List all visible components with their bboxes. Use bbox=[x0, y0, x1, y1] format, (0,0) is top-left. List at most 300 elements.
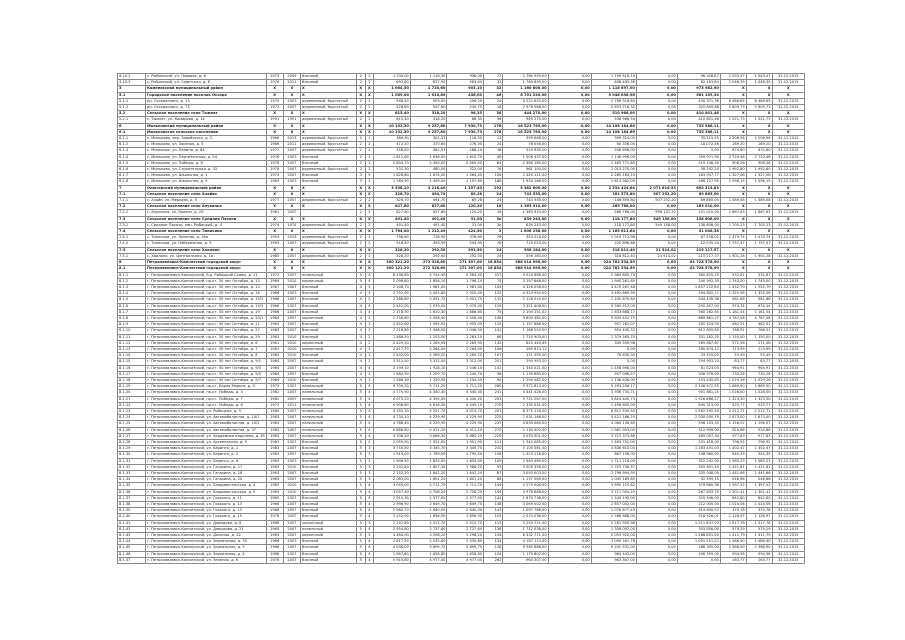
table-cell: 31.12.2015 bbox=[772, 284, 804, 290]
table-cell: 4 036,00 bbox=[374, 545, 411, 551]
table-cell: 358,50 bbox=[374, 148, 411, 154]
table-cell: 101 010,00 bbox=[677, 210, 720, 216]
table-cell: 257 bbox=[484, 272, 503, 278]
table-cell: 144 bbox=[484, 489, 503, 495]
table-cell: 2007 bbox=[283, 390, 300, 396]
table-cell: 328,20 bbox=[374, 253, 411, 259]
table-cell: 1 085,23 bbox=[720, 458, 746, 464]
table-cell: панельный bbox=[301, 408, 357, 414]
table-cell: 0,00 bbox=[636, 365, 677, 371]
table-cell: 0,00 bbox=[548, 328, 591, 334]
table-cell: 5 744,90 bbox=[410, 272, 447, 278]
table-cell: 0,00 bbox=[636, 421, 677, 427]
table-cell: г. Петропавловск-Камчатский, ул. Дальняя, д. 22 bbox=[145, 533, 266, 539]
table-cell: 8.1 bbox=[118, 266, 146, 272]
table-cell: 743 535,00 bbox=[503, 191, 548, 197]
table-cell: X bbox=[365, 216, 374, 222]
table-cell: 906,26 bbox=[746, 160, 772, 166]
table-cell: 0,00 bbox=[548, 452, 591, 458]
table-cell: 1965 bbox=[266, 495, 283, 501]
table-cell: 0,00 bbox=[636, 303, 677, 309]
table-cell: 1 126,97 bbox=[746, 514, 772, 520]
table-cell: 0,00 bbox=[636, 111, 677, 117]
table-cell: 86,35 bbox=[447, 117, 484, 123]
table-cell: 7.2.1 bbox=[118, 210, 146, 216]
table-cell: 192 bbox=[484, 185, 503, 191]
table-cell: 0,00 bbox=[636, 551, 677, 557]
table-cell: 2 071 616,53 bbox=[636, 185, 677, 191]
table-cell: 2011 bbox=[283, 80, 300, 86]
table-cell: 1 658,80 bbox=[410, 551, 447, 557]
table-cell: 2 bbox=[357, 148, 366, 154]
table-cell: г. Петропавловск-Камчатский, пр-кт. Карла Маркса, д. 9 bbox=[145, 384, 266, 390]
table-cell: 215 217,57 bbox=[677, 247, 720, 253]
table-cell: 1991 bbox=[283, 117, 300, 123]
table-cell: 2 bbox=[365, 346, 374, 352]
table-cell: г. Петропавловск-Камчатский, ул. Автомобилистов, д. 37 bbox=[145, 427, 266, 433]
table-cell: X bbox=[357, 266, 366, 272]
table-cell: X bbox=[266, 216, 283, 222]
table-cell: X bbox=[301, 204, 357, 210]
table-cell: 674,60 bbox=[746, 148, 772, 154]
table-cell: 4 441 428,00 bbox=[503, 390, 548, 396]
table-cell: 3 280 512,00 bbox=[591, 303, 636, 309]
table-cell: 0,00 bbox=[548, 545, 591, 551]
table-cell: 1 856,10 bbox=[410, 278, 447, 284]
table-cell: 1 658,80 bbox=[447, 551, 484, 557]
table-cell: 0,00 bbox=[548, 74, 591, 80]
table-cell: 1966 bbox=[266, 309, 283, 315]
table-cell: 0,00 bbox=[548, 315, 591, 321]
table-cell: 2 265 183,23 bbox=[591, 173, 636, 179]
table-cell: 292,50 bbox=[447, 253, 484, 259]
table-cell: 642,80 bbox=[720, 495, 746, 501]
table-cell: 0,00 bbox=[548, 167, 591, 173]
table-cell: 6.1.4 bbox=[118, 154, 146, 160]
table-cell: X bbox=[357, 185, 366, 191]
table-cell: 2 760 959,00 bbox=[503, 74, 548, 80]
table-cell: 31.12.2015 bbox=[772, 489, 804, 495]
table-cell: 2007 bbox=[283, 167, 300, 173]
table-cell: 75 bbox=[484, 309, 503, 315]
table-cell: 1991 bbox=[266, 117, 283, 123]
table-cell: 31.12.2015 bbox=[772, 495, 804, 501]
table-cell: 1983 bbox=[266, 446, 283, 452]
table-cell: 1 593,47 bbox=[746, 74, 772, 80]
table-cell: 31.12.2015 bbox=[772, 173, 804, 179]
table-cell: 1 441,66 bbox=[720, 471, 746, 477]
table-cell: 2 bbox=[357, 167, 366, 173]
table-cell: 1 064,50 bbox=[374, 86, 411, 92]
table-cell: 4 bbox=[365, 396, 374, 402]
table-cell: 5 bbox=[357, 415, 366, 421]
table-cell: 1 496 600,00 bbox=[591, 402, 636, 408]
table-cell: 964,91 bbox=[746, 365, 772, 371]
table-cell: 298,20 bbox=[447, 98, 484, 104]
table-cell: г. Петропавловск-Камчатский, б-р. Рыбацкой Славы, д. 11 bbox=[145, 272, 266, 278]
table-cell: 2007 bbox=[283, 545, 300, 551]
table-cell: 2 bbox=[365, 322, 374, 328]
table-cell: X bbox=[266, 129, 283, 135]
table-cell: 5 bbox=[357, 439, 366, 445]
table-cell: 31.12.2015 bbox=[772, 452, 804, 458]
table-cell: 87 bbox=[484, 471, 503, 477]
table-cell: 1 517,78 bbox=[746, 520, 772, 526]
table-cell: 4 bbox=[365, 545, 374, 551]
table-cell: 1 096,15 bbox=[746, 179, 772, 185]
table-cell: 81 728 578,90 bbox=[677, 260, 720, 266]
table-cell: 5 711,20 bbox=[447, 384, 484, 390]
table-cell: 300 121,20 bbox=[374, 266, 411, 272]
table-cell: 2 bbox=[365, 80, 374, 86]
table-cell: 4 bbox=[365, 402, 374, 408]
table-cell: 2 bbox=[365, 198, 374, 204]
table-cell: 1 137 589,00 bbox=[503, 477, 548, 483]
table-cell: 4 bbox=[365, 384, 374, 390]
table-cell: 1 764,00 bbox=[374, 229, 411, 235]
table-cell: 5 293 256,17 bbox=[591, 384, 636, 390]
table-cell: 43 325,00 bbox=[677, 353, 720, 359]
table-cell: 1 157 686,00 bbox=[503, 322, 548, 328]
table-cell: 2010 bbox=[283, 346, 300, 352]
table-cell: 3 345,70 bbox=[410, 446, 447, 452]
table-cell: 318 812,40 bbox=[591, 253, 636, 259]
table-cell: 115 bbox=[484, 520, 503, 526]
table-cell: X bbox=[720, 129, 746, 135]
table-cell: 2 269,20 bbox=[410, 353, 447, 359]
table-cell: 326,70 bbox=[374, 198, 411, 204]
table-cell: 0,00 bbox=[548, 322, 591, 328]
table-cell: 2010 bbox=[283, 340, 300, 346]
table-cell: 86 bbox=[484, 477, 503, 483]
table-cell: 3 bbox=[365, 477, 374, 483]
table-cell: блочный bbox=[301, 297, 357, 303]
table-cell: 977,83 bbox=[720, 433, 746, 439]
table-cell: 31.12.2015 bbox=[772, 415, 804, 421]
table-cell: 3 936 730,71 bbox=[591, 390, 636, 396]
table-cell: 532,61 bbox=[720, 272, 746, 278]
table-cell: 66 bbox=[484, 334, 503, 340]
table-cell: 189,20 bbox=[746, 142, 772, 148]
table-cell: 266 768,00 bbox=[591, 210, 636, 216]
table-cell: 1 325,56 bbox=[720, 291, 746, 297]
table-cell: 2 bbox=[365, 222, 374, 228]
table-cell: 1 795,50 bbox=[447, 452, 484, 458]
table-cell: 1976 bbox=[266, 80, 283, 86]
table-cell: 1 564,45 bbox=[447, 173, 484, 179]
table-cell: 0,00 bbox=[548, 105, 591, 111]
table-cell: 32 bbox=[484, 86, 503, 92]
table-cell: 8.1.30 bbox=[118, 452, 146, 458]
table-cell: 5 751 267,00 bbox=[503, 396, 548, 402]
table-cell: 0,00 bbox=[636, 241, 677, 247]
table-cell: 1 010,60 bbox=[410, 92, 447, 98]
table-cell: 462,51 bbox=[720, 322, 746, 328]
table-cell: 6.1 bbox=[118, 129, 146, 135]
table-cell: 444 270,00 bbox=[503, 111, 548, 117]
table-cell: 1 441,66 bbox=[746, 471, 772, 477]
table-cell: 1 363 910,00 bbox=[503, 204, 548, 210]
table-cell: 1977 bbox=[266, 198, 283, 204]
table-cell: блочный bbox=[301, 551, 357, 557]
table-cell: 2 bbox=[357, 253, 366, 259]
table-cell: 0,00 bbox=[548, 235, 591, 241]
table-cell: 32 bbox=[484, 80, 503, 86]
table-cell: блочный bbox=[301, 284, 357, 290]
table-cell: 4 075,20 bbox=[374, 396, 411, 402]
table-cell: 2 954,80 bbox=[374, 526, 411, 532]
table-cell: 957 096,57 bbox=[591, 371, 636, 377]
table-cell: 2007 bbox=[283, 315, 300, 321]
table-cell: 6.1.1 bbox=[118, 136, 146, 142]
table-cell: 4 bbox=[365, 415, 374, 421]
table-cell: 2 134 402,00 bbox=[503, 427, 548, 433]
table-cell: 31.12.2015 bbox=[772, 322, 804, 328]
table-cell: 208 960,00 bbox=[677, 452, 720, 458]
table-cell: 0,00 bbox=[548, 551, 591, 557]
table-cell: 2 bbox=[365, 105, 374, 111]
table-cell: 1963 bbox=[266, 179, 283, 185]
table-cell: 1966 bbox=[266, 502, 283, 508]
table-cell: 5 bbox=[357, 272, 366, 278]
table-cell: 0,00 bbox=[548, 533, 591, 539]
table-cell: 2 756,80 bbox=[374, 315, 411, 321]
table-cell: 31.12.2015 bbox=[772, 80, 804, 86]
table-cell: 8.1.5 bbox=[118, 297, 146, 303]
table-cell: 525,77 bbox=[720, 402, 746, 408]
table-cell: 1 096,15 bbox=[720, 179, 746, 185]
table-cell: 588 914 090,00 bbox=[503, 260, 548, 266]
table-cell: 0,00 bbox=[548, 539, 591, 545]
table-cell: X bbox=[772, 111, 804, 117]
table-cell: 4 bbox=[357, 322, 366, 328]
table-cell: 8.1.32 bbox=[118, 464, 146, 470]
table-cell: 3 bbox=[365, 452, 374, 458]
table-cell: 31.12.2015 bbox=[772, 446, 804, 452]
table-cell: 588 914 090,00 bbox=[503, 266, 548, 272]
table-cell: X bbox=[772, 247, 804, 253]
table-cell: 2 649,70 bbox=[447, 502, 484, 508]
table-cell: 5 bbox=[357, 551, 366, 557]
table-cell: 36 bbox=[484, 111, 503, 117]
table-cell: 1967 bbox=[266, 284, 283, 290]
table-cell: 1 181,54 bbox=[746, 309, 772, 315]
table-cell: г. Петропавловск-Камчатский, пр-кт. 50 лет Октября, д. 12 bbox=[145, 278, 266, 284]
table-cell: 6.1.3 bbox=[118, 148, 146, 154]
table-cell: 8.1.21 bbox=[118, 396, 146, 402]
table-cell: 111 bbox=[484, 439, 503, 445]
table-cell: 7.4.1 bbox=[118, 235, 146, 241]
table-cell: 5 bbox=[357, 421, 366, 427]
table-cell: г. Петропавловск-Камчатский, ул. Зеркальная, д. 35 bbox=[145, 539, 266, 545]
table-cell: 2 460 180,00 bbox=[503, 160, 548, 166]
table-cell: 0,00 bbox=[636, 346, 677, 352]
table-cell: 201 bbox=[484, 359, 503, 365]
table-cell: 2 bbox=[357, 210, 366, 216]
table-cell: 2 708,20 bbox=[410, 489, 447, 495]
table-cell: X bbox=[266, 92, 283, 98]
table-cell: 0,00 bbox=[548, 371, 591, 377]
table-cell: 2007 bbox=[283, 427, 300, 433]
table-cell: 8.1.18 bbox=[118, 377, 146, 383]
table-cell: 5 bbox=[357, 477, 366, 483]
table-cell: 0,00 bbox=[548, 408, 591, 414]
table-cell: 2007 bbox=[283, 241, 300, 247]
table-cell: с. Хаилино, ул. Центральная, д. 1а bbox=[145, 253, 266, 259]
table-cell: 1 720,60 bbox=[410, 86, 447, 92]
table-cell: 4 bbox=[365, 489, 374, 495]
table-cell: 1 633 888,17 bbox=[591, 309, 636, 315]
table-cell: 2010 bbox=[283, 483, 300, 489]
table-cell: блочный bbox=[301, 508, 357, 514]
table-cell: 1 981,00 bbox=[447, 284, 484, 290]
table-cell: 2 bbox=[365, 98, 374, 104]
table-cell: 1 552,79 bbox=[720, 284, 746, 290]
table-cell: 318,20 bbox=[410, 111, 447, 117]
table-cell: 0,00 bbox=[636, 495, 677, 501]
table-cell: 31.12.2015 bbox=[772, 179, 804, 185]
table-cell: 0,00 bbox=[636, 204, 677, 210]
table-cell: 5 bbox=[357, 557, 366, 563]
table-cell: 6.1.6 bbox=[118, 167, 146, 173]
table-cell: 5 bbox=[357, 495, 366, 501]
table-cell: 949 270,00 bbox=[503, 117, 548, 123]
table-cell: 0,00 bbox=[548, 222, 591, 228]
table-cell: 294 953,20 bbox=[503, 359, 548, 365]
table-cell: г. Петропавловск-Камчатский, пр-кт. 50 лет Октября, д. 13 bbox=[145, 284, 266, 290]
table-cell: 6.1.5 bbox=[118, 160, 146, 166]
table-cell: панельный bbox=[301, 272, 357, 278]
table-cell: 2 bbox=[365, 160, 374, 166]
table-cell: 0,00 bbox=[548, 483, 591, 489]
table-cell: 58 292,20 bbox=[677, 167, 720, 173]
table-cell: 581,66 bbox=[720, 297, 746, 303]
table-cell: 0,00 bbox=[636, 514, 677, 520]
table-cell: 2 bbox=[357, 160, 366, 166]
table-cell: 2 bbox=[365, 334, 374, 340]
table-cell: 1974 bbox=[266, 173, 283, 179]
table-cell: 0,00 bbox=[636, 502, 677, 508]
table-cell: с. Мильково, ул. Партизанская, д. 54 bbox=[145, 154, 266, 160]
table-cell: 8.1.3 bbox=[118, 284, 146, 290]
table-cell: 1 506 437,00 bbox=[503, 154, 548, 160]
table-cell: 1 029,26 bbox=[720, 377, 746, 383]
table-cell: 3 093 003,00 bbox=[503, 471, 548, 477]
table-cell: X bbox=[301, 229, 357, 235]
table-cell: 31.12.2015 bbox=[772, 309, 804, 315]
table-cell: 4 053 901,00 bbox=[503, 433, 548, 439]
table-cell: 839 243,00 bbox=[503, 222, 548, 228]
table-cell: 31.12.2015 bbox=[772, 390, 804, 396]
table-cell: 642,80 bbox=[746, 495, 772, 501]
table-cell: 14 108 184,66 bbox=[591, 123, 636, 129]
table-cell: 2 bbox=[365, 210, 374, 216]
table-cell: 627,90 bbox=[410, 80, 447, 86]
table-cell: 2007 bbox=[283, 179, 300, 185]
table-cell: блочный bbox=[301, 291, 357, 297]
table-cell: 936,00 bbox=[447, 74, 484, 80]
table-cell: X bbox=[283, 123, 300, 129]
table-cell: 1983 bbox=[266, 427, 283, 433]
table-cell: 1 901,28 bbox=[720, 253, 746, 259]
table-cell: 5 bbox=[357, 464, 366, 470]
table-cell: 1 673,00 bbox=[720, 415, 746, 421]
table-cell: X bbox=[720, 229, 746, 235]
table-cell: 1 136 636,00 bbox=[591, 377, 636, 383]
table-cell: 2 bbox=[365, 117, 374, 123]
table-cell: 201 bbox=[484, 408, 503, 414]
table-cell: 839 243,00 bbox=[503, 216, 548, 222]
table-cell: 4 229,90 bbox=[410, 421, 447, 427]
table-cell: X bbox=[746, 204, 772, 210]
table-cell: 2 264,00 bbox=[410, 346, 447, 352]
table-cell: 525,77 bbox=[746, 402, 772, 408]
table-cell: 2 bbox=[365, 297, 374, 303]
table-cell: 1983 bbox=[266, 433, 283, 439]
table-cell: 292 657,00 bbox=[677, 303, 720, 309]
table-cell: 0,00 bbox=[548, 123, 591, 129]
table-cell: г. Петропавловск-Камчатский, пр-кт. 50 лет Октября, д. 6 bbox=[145, 340, 266, 346]
table-cell: 244 478,36 bbox=[677, 297, 720, 303]
table-cell: деревянный, брусчатый bbox=[301, 148, 357, 154]
table-cell: 3 bbox=[365, 291, 374, 297]
table-cell: блочный bbox=[301, 477, 357, 483]
table-cell: 1 156,07 bbox=[746, 421, 772, 427]
table-cell: 2 bbox=[365, 359, 374, 365]
table-cell: 267 833,75 bbox=[677, 489, 720, 495]
table-cell: 4 bbox=[357, 353, 366, 359]
table-cell: 1 327,08 bbox=[746, 173, 772, 179]
table-cell: 31.12.2015 bbox=[772, 539, 804, 545]
table-cell: 72 bbox=[484, 74, 503, 80]
table-cell: 3 bbox=[357, 173, 366, 179]
table-cell: 176 bbox=[484, 129, 503, 135]
table-cell: 161 575,80 bbox=[591, 191, 636, 197]
table-cell: блочный bbox=[301, 539, 357, 545]
table-cell: блочный bbox=[301, 464, 357, 470]
table-cell: 76 bbox=[484, 235, 503, 241]
table-cell: 31.12.2015 bbox=[772, 371, 804, 377]
table-cell: 2 984 690,75 bbox=[591, 272, 636, 278]
table-cell: 2 142,90 bbox=[374, 514, 411, 520]
table-cell: 146 395,80 bbox=[591, 198, 636, 204]
table-cell: 3 069 002,00 bbox=[503, 502, 548, 508]
table-cell: г. Петропавловск-Камчатский, пр-кт. 50 лет Октября, д. 9/7 bbox=[145, 377, 266, 383]
table-cell: г. Петропавловск-Камчатский, ул. Автомобилистов, д. 14/1 bbox=[145, 415, 266, 421]
table-cell: 526,60 bbox=[374, 105, 411, 111]
table-cell: 3 222 652,00 bbox=[503, 98, 548, 104]
table-cell: 31.12.2015 bbox=[772, 105, 804, 111]
table-cell: кирпичный bbox=[301, 533, 357, 539]
table-cell: 8.1.20 bbox=[118, 390, 146, 396]
table-cell: Каменисский муниципальный район bbox=[145, 86, 266, 92]
table-cell: 462,51 bbox=[746, 322, 772, 328]
table-cell: 96 bbox=[484, 371, 503, 377]
table-cell: 219 108,35 bbox=[677, 160, 720, 166]
table-cell: 31.12.2015 bbox=[772, 502, 804, 508]
table-cell: 583,40 bbox=[447, 80, 484, 86]
table-cell: 412,20 bbox=[374, 142, 411, 148]
table-cell: X bbox=[365, 260, 374, 266]
table-cell: 2 152,50 bbox=[374, 471, 411, 477]
table-cell: 1 811,60 bbox=[374, 154, 411, 160]
table-cell: X bbox=[365, 191, 374, 197]
table-cell: Сельское поселение село Ачайво bbox=[145, 191, 266, 197]
table-cell: 4 340,20 bbox=[447, 396, 484, 402]
table-cell: 0,00 bbox=[636, 377, 677, 383]
table-cell: 3к bbox=[484, 222, 503, 228]
table-cell: 1 760 895,00 bbox=[503, 80, 548, 86]
